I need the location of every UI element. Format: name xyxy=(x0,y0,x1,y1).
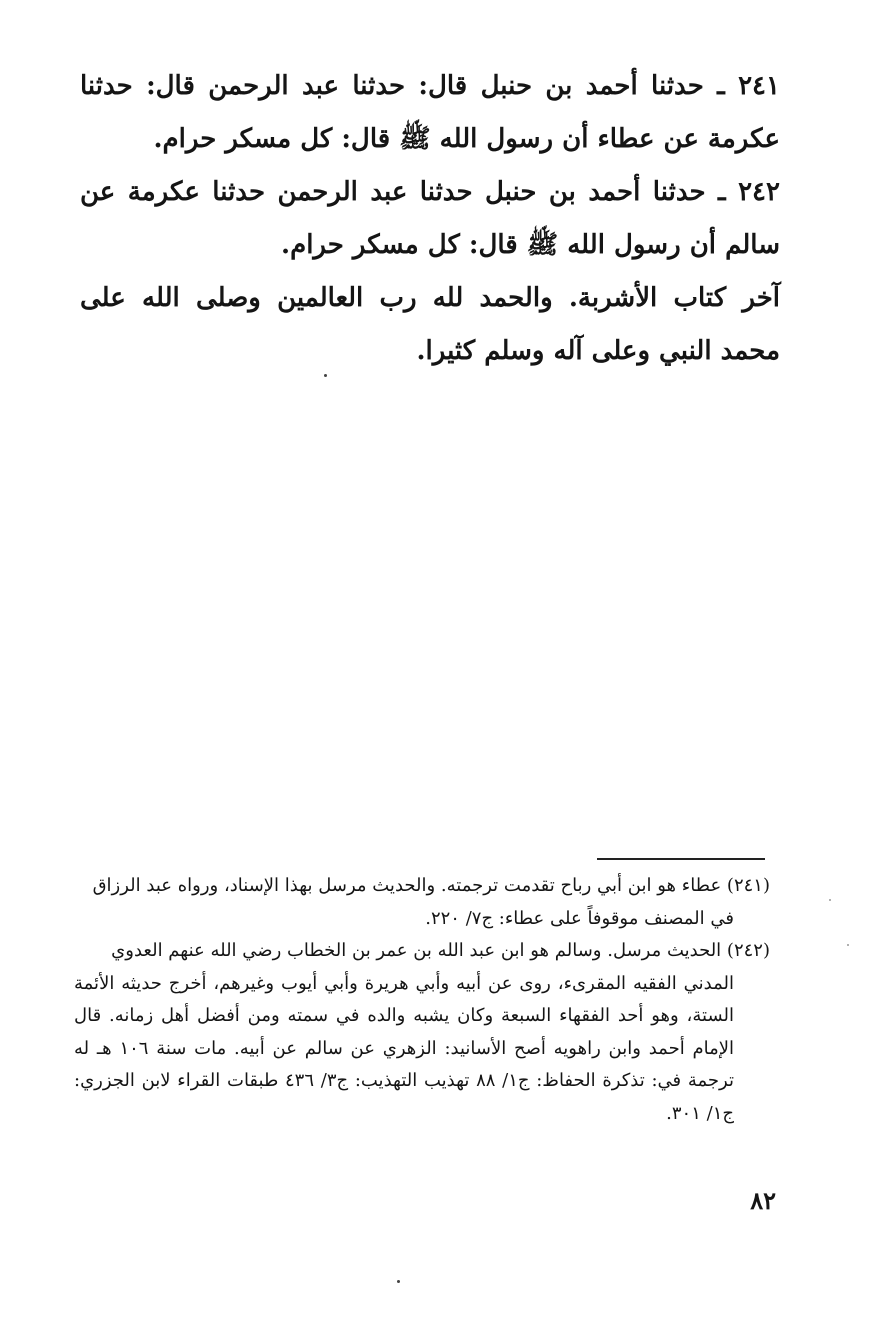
footnote-242-continuation: المدني الفقيه المقرىء، روى عن أبيه وأبي هريرة وأبي أيوب وغيرهم، أخرج حديثه الأئمة الستة، وهو أحد الفقهاء السبعة وكان يشبه والده في سمته ومن أفضل أهل زمانه. قال الإمام أحمد وابن راهويه أصح الأسانيد: الزهري عن سالم عن أبيه. مات سنة ١٠٦ هـ له ترجمة في: تذكرة الحفاظ: ج١/ ٨٨ تهذيب التهذيب: ج٣/ ٤٣٦ طبقات القراء لابن الجزري: ج١/ ٣٠١. xyxy=(74,972,735,1124)
footnote-241-text: عطاء هو ابن أبي رباح تقدمت ترجمته. والحديث مرسل بهذا الإسناد، ورواه عبد الرزاق xyxy=(92,875,722,896)
footnotes xyxy=(74,870,770,1130)
main-text xyxy=(80,60,780,378)
hadith-242 xyxy=(80,166,780,272)
footnote-divider xyxy=(597,858,765,860)
hadith-242-number: ٢٤٢ ـ xyxy=(718,177,780,207)
scan-speck xyxy=(847,944,849,946)
footnote-242-ref: (٢٤٢) xyxy=(726,940,770,961)
hadith-241 xyxy=(80,60,780,166)
hadith-242-text: حدثنا أحمد بن حنبل حدثنا عبد الرحمن حدثنا عكرمة عن سالم أن رسول الله ﷺ قال: كل مسكر حرام. xyxy=(80,177,780,260)
footnote-242-text: الحديث مرسل. وسالم هو ابن عبد الله بن عمر بن الخطاب رضي الله عنهم العدوي xyxy=(111,940,722,961)
scan-speck xyxy=(324,374,327,377)
scan-speck xyxy=(829,899,831,901)
footnote-241 xyxy=(74,870,770,903)
footnote-241-continuation: في المصنف موقوفاً على عطاء: ج٧/ ٢٢٠. xyxy=(425,907,734,929)
footnote-241-ref: (٢٤١) xyxy=(726,875,770,896)
page-number: ٨٢ xyxy=(750,1186,776,1215)
scan-speck xyxy=(397,1280,400,1283)
footnote-242 xyxy=(74,935,770,968)
hadith-241-number: ٢٤١ ـ xyxy=(717,71,780,101)
closing-paragraph: آخر كتاب الأشربة. والحمد لله رب العالمين وصلى الله على محمد النبي وعلى آله وسلم كثيرا. xyxy=(80,283,780,366)
hadith-241-text: حدثنا أحمد بن حنبل قال: حدثنا عبد الرحمن قال: حدثنا عكرمة عن عطاء أن رسول الله ﷺ قال: كل مسكر حرام. xyxy=(80,71,780,154)
